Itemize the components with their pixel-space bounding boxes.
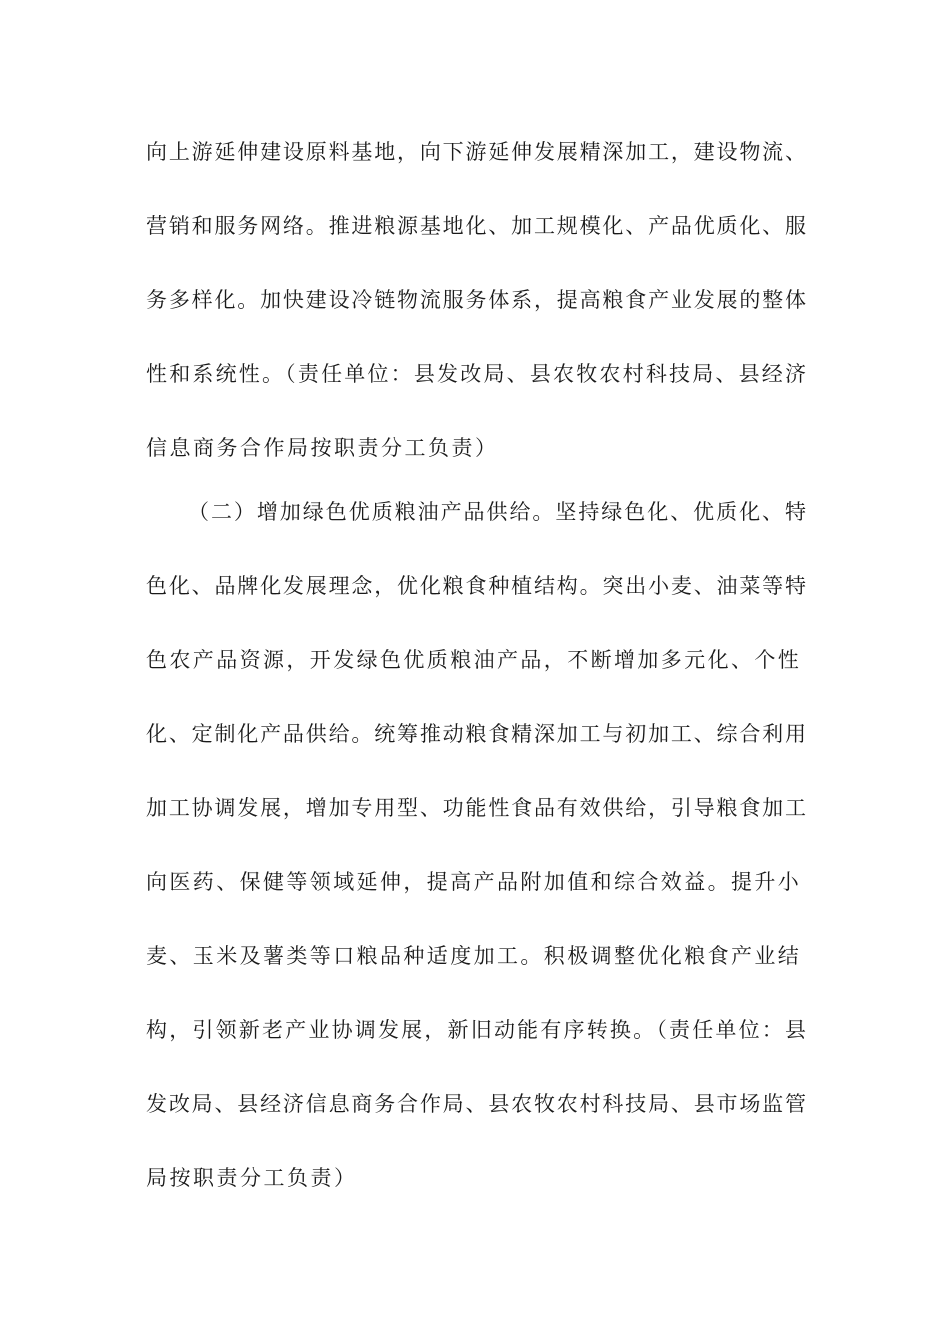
section-heading-line: （二）增加绿色优质粮油产品供给。坚持绿色化、优质化、特: [188, 500, 806, 524]
text-line: 营销和服务网络。推进粮源基地化、加工规模化、产品优质化、服: [146, 214, 806, 238]
text-line: 务多样化。加快建设冷链物流服务体系，提高粮食产业发展的整体: [146, 288, 806, 312]
text-line: 性和系统性。（责任单位：县发改局、县农牧农村科技局、县经济: [146, 362, 806, 386]
text-line: 发改局、县经济信息商务合作局、县农牧农村科技局、县市场监管: [146, 1092, 806, 1116]
text-line: 麦、玉米及薯类等口粮品种适度加工。积极调整优化粮食产业结: [146, 944, 802, 968]
text-line: 加工协调发展，增加专用型、功能性食品有效供给，引导粮食加工: [146, 796, 806, 820]
text-line: 向上游延伸建设原料基地，向下游延伸发展精深加工，建设物流、: [146, 140, 806, 164]
text-line: 向医药、保健等领域延伸，提高产品附加值和综合效益。提升小: [146, 870, 802, 894]
text-line: 信息商务合作局按职责分工负责）: [146, 436, 499, 460]
text-line: 构，引领新老产业协调发展，新旧动能有序转换。（责任单位：县: [146, 1018, 806, 1042]
text-line: 色农产品资源，开发绿色优质粮油产品，不断增加多元化、个性: [146, 648, 802, 672]
text-line: 局按职责分工负责）: [146, 1166, 358, 1190]
text-line: 色化、品牌化发展理念，优化粮食种植结构。突出小麦、油菜等特: [146, 574, 806, 598]
text-line: 化、定制化产品供给。统筹推动粮食精深加工与初加工、综合利用: [146, 722, 806, 746]
